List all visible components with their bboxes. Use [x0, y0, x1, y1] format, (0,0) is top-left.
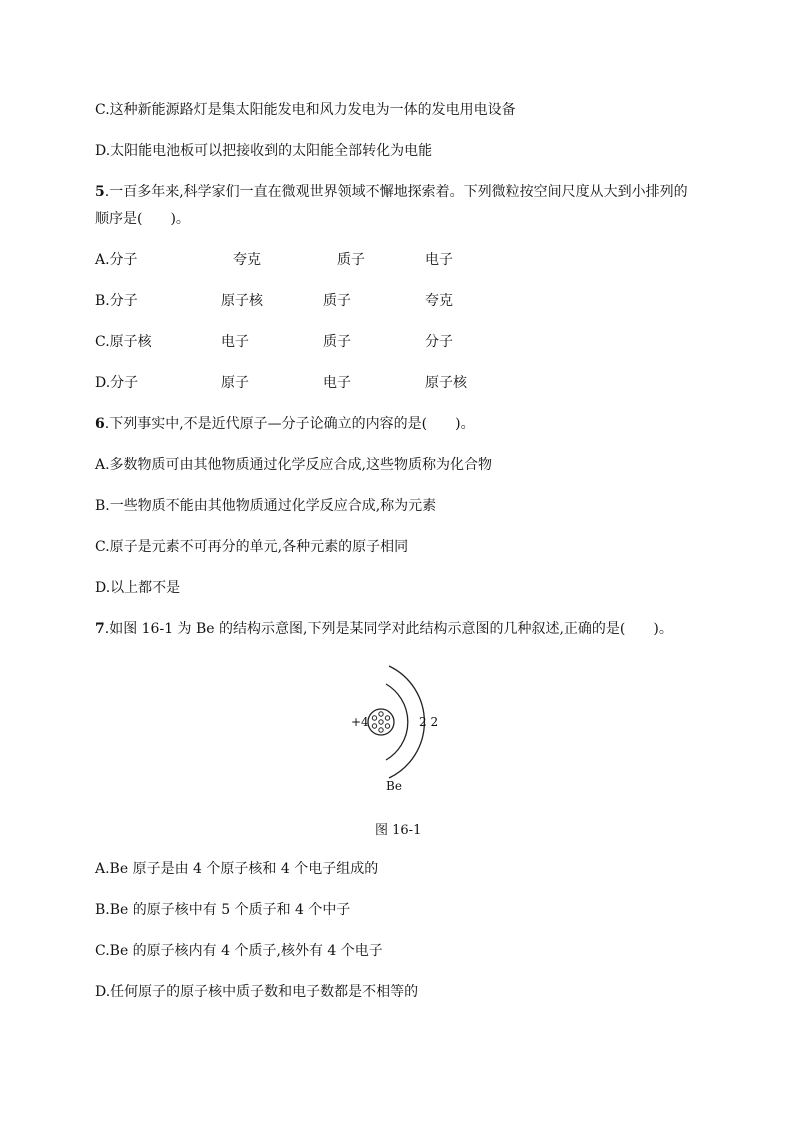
q5-option-c-item: 分子: [425, 334, 453, 350]
q5-option-b-item: B.分子: [95, 293, 138, 309]
q5-option-c-item: C.原子核: [95, 334, 152, 350]
element-label: Be: [386, 779, 402, 793]
q7-option-d: D.任何原子的原子核中质子数和电子数都是不相等的: [95, 984, 419, 1000]
q6-option-c: C.原子是元素不可再分的单元,各种元素的原子相同: [95, 539, 409, 555]
q5-option-d-item: 电子: [323, 375, 351, 391]
q5-option-a-item: A.分子: [95, 252, 138, 268]
q5-stem-line1: [95, 183, 688, 201]
electron-shell-inner: [386, 684, 408, 760]
nucleus-circle: [368, 709, 394, 735]
shell-electron-numbers: 2 2: [419, 715, 439, 729]
q5-option-b-item: 夸克: [425, 293, 453, 309]
q5-option-c-item: 质子: [323, 334, 351, 350]
q7-option-b: B.Be 的原子核中有 5 个质子和 4 个中子: [95, 902, 351, 918]
q6-option-a: A.多数物质可由其他物质通过化学反应合成,这些物质称为化合物: [95, 457, 493, 473]
q5-option-a-item: 夸克: [233, 252, 261, 268]
q6-option-b: B.一些物质不能由其他物质通过化学反应合成,称为元素: [95, 498, 437, 514]
q5-option-d-item: 原子核: [425, 375, 467, 391]
q6-stem: [95, 415, 475, 433]
q6-text: .下列事实中,不是近代原子—分子论确立的内容的是( )。: [104, 416, 475, 432]
q5-option-d-item: 原子: [221, 375, 249, 391]
q5-stem-line2: 顺序是( )。: [95, 211, 190, 227]
q5-option-c-item: 电子: [221, 334, 249, 350]
q5-text: .一百多年来,科学家们一直在微观世界领域不懈地探索着。下列微粒按空间尺度从大到小排列的: [104, 184, 688, 200]
q5-option-b-item: 原子核: [221, 293, 263, 309]
q5-option-a-item: 质子: [337, 252, 365, 268]
q5-number: 5: [95, 184, 105, 200]
q7-number: 7: [95, 621, 105, 637]
q6-number: 6: [95, 416, 105, 432]
q7-option-c: C.Be 的原子核内有 4 个质子,核外有 4 个电子: [95, 943, 383, 959]
q7-stem: [95, 620, 673, 638]
q5-option-d-item: D.分子: [95, 375, 139, 391]
q6-option-d: D.以上都不是: [95, 580, 181, 596]
q5-option-a-item: 电子: [425, 252, 453, 268]
q7-text: .如图 16-1 为 Be 的结构示意图,下列是某同学对此结构示意图的几种叙述,正确的是( )。: [104, 621, 673, 637]
nucleus-charge: +4: [351, 715, 369, 729]
be-atom-structure-diagram: [330, 660, 460, 800]
q5-option-b-item: 质子: [323, 293, 351, 309]
prev-option-d: D.太阳能电池板可以把接收到的太阳能全部转化为电能: [95, 143, 433, 159]
prev-option-c: C.这种新能源路灯是集太阳能发电和风力发电为一体的发电用电设备: [95, 102, 516, 118]
figure-caption: 图 16-1: [375, 823, 422, 838]
nucleus-particles: [372, 712, 389, 732]
q7-option-a: A.Be 原子是由 4 个原子核和 4 个电子组成的: [95, 861, 379, 877]
